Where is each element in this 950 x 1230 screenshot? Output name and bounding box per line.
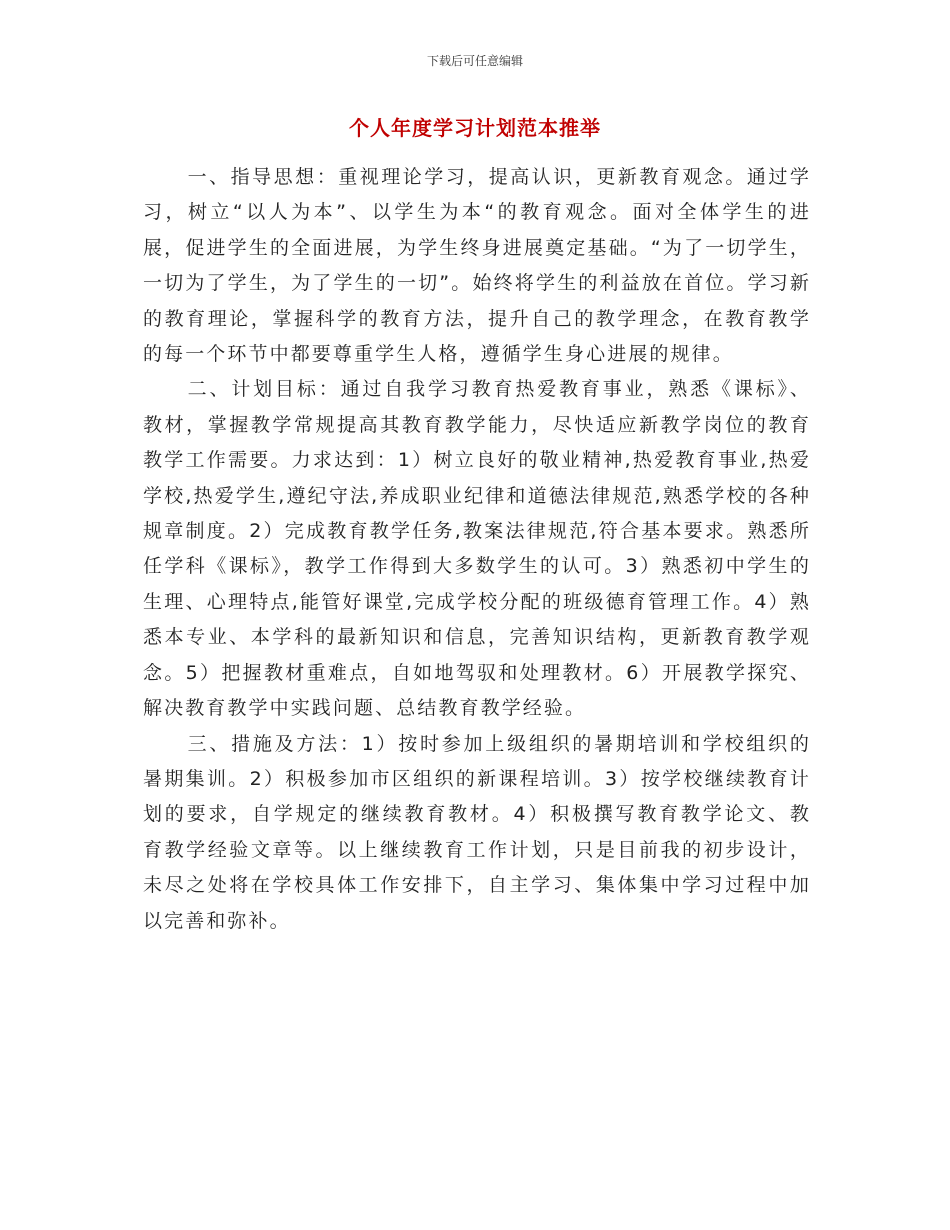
header-note: 下载后可任意编辑 [426,54,523,68]
document-body [143,160,811,939]
document-title: 个人年度学习计划范本推举 [349,116,601,140]
paragraph-guiding-ideology: 一、指导思想：重视理论学习，提高认识，更新教育观念。通过学习，树立“以人为本”、以学生为本“的教育观念。面对全体学生的进展，促进学生的全面进展，为学生终身进展奠定基础。“为了一切学生，一切为了学生，为了学生的一切”。始终将学生的利益放在首位。学习新的教育理论，掌握科学的教育方法，提升自己的教学理念，在教育教学的每一个环节中都要尊重学生人格，遵循学生身心进展的规律。 [143,166,811,366]
paragraph-plan-goals: 二、计划目标：通过自我学习教育热爱教育事业，熟悉《课标》、教材，掌握教学常规提高其教育教学能力，尽快适应新教学岗位的教育教学工作需要。力求达到：1）树立良好的敬业精神,热爱教育事业,热爱学校,热爱学生,遵纪守法,养成职业纪律和道德法律规范,熟悉学校的各种规章制度。2）完成教育教学任务,教案法律规范,符合基本要求。熟悉所任学科《课标》，教学工作得到大多数学生的认可。3）熟悉初中学生的生理、心理特点,能管好课堂,完成学校分配的班级德育管理工作。4）熟悉本专业、本学科的最新知识和信息，完善知识结构，更新教育教学观念。5）把握教材重难点，自如地驾驭和处理教材。6）开展教学探究、解决教育教学中实践问题、总结教育教学经验。 [143,378,811,720]
paragraph-measures-methods: 三、措施及方法：1）按时参加上级组织的暑期培训和学校组织的暑期集训。2）积极参加市区组织的新课程培训。3）按学校继续教育计划的要求，自学规定的继续教育教材。4）积极撰写教育教学论文、教育教学经验文章等。以上继续教育工作计划，只是目前我的初步设计，未尽之处将在学校具体工作安排下，自主学习、集体集中学习过程中加以完善和弥补。 [143,732,811,932]
